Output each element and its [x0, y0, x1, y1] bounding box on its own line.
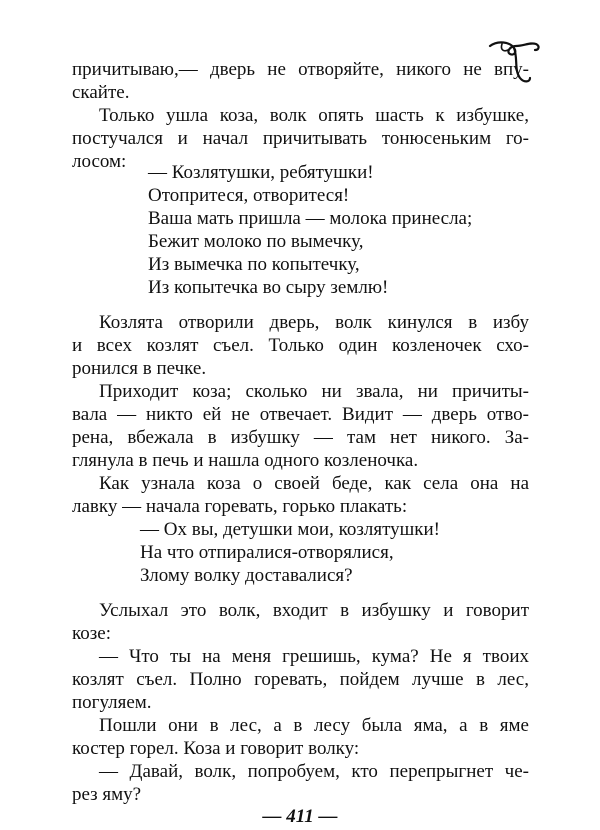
- text-line: — Давай, волк, попробуем, кто перепрыгнет че-: [99, 761, 529, 782]
- text-line: лавку — начала горевать, горько плакать:: [72, 496, 408, 517]
- text-line: Как узнала коза о своей беде, как села она на: [99, 473, 529, 494]
- text-line: Пошли они в лес, а в лесу была яма, а в яме: [99, 715, 529, 736]
- verse-line: Отопритеся, отворитеся!: [148, 185, 350, 206]
- verse-line: Из вымечка по копытечку,: [148, 254, 360, 275]
- text-line: глянула в печь и нашла одного козленочка.: [72, 450, 419, 471]
- verse-line: На что отпиралися-отворялися,: [140, 542, 394, 563]
- verse-line: Злому волку доставалися?: [140, 565, 353, 586]
- text-line: Козлята отворили дверь, волк кинулся в избу: [99, 312, 529, 333]
- text-line: — Что ты на меня грешишь, кума? Не я твоих: [99, 646, 529, 667]
- text-line: козе:: [72, 623, 111, 644]
- text-line: и всех козлят съел. Только один козленочек схо-: [72, 335, 529, 356]
- text-line: скайте.: [72, 82, 130, 103]
- text-line: ронился в печке.: [72, 358, 207, 379]
- verse-line: — Козлятушки, ребятушки!: [148, 162, 374, 183]
- text-line: причитываю,— дверь не отворяйте, никого не впу-: [72, 59, 529, 80]
- text-line: постучался и начал причитывать тонюсеньким го-: [72, 128, 529, 149]
- text-line: рена, вбежала в избушку — там нет никого. За-: [72, 427, 529, 448]
- text-line: Услыхал это волк, входит в избушку и говорит: [99, 600, 529, 621]
- text-line: козлят съел. Полно горевать, пойдем лучше в лес,: [72, 669, 529, 690]
- verse-line: Ваша мать пришла — молока принесла;: [148, 208, 473, 229]
- verse-line: Бежит молоко по вымечку,: [148, 231, 364, 252]
- text-line: костер горел. Коза и говорит волку:: [72, 738, 360, 759]
- text-line: рез яму?: [72, 784, 142, 805]
- verse-line: Из копытечка во сыру землю!: [148, 277, 389, 298]
- text-line: лосом:: [72, 151, 127, 172]
- text-line: Приходит коза; сколько ни звала, ни причиты-: [99, 381, 529, 402]
- text-line: погуляем.: [72, 692, 152, 713]
- text-line: Только ушла коза, волк опять шасть к избушке,: [99, 105, 529, 126]
- text-line: вала — никто ей не отвечает. Видит — дверь отво-: [72, 404, 529, 425]
- page-number: — 411 —: [262, 806, 338, 827]
- verse-line: — Ох вы, детушки мои, козлятушки!: [140, 519, 440, 540]
